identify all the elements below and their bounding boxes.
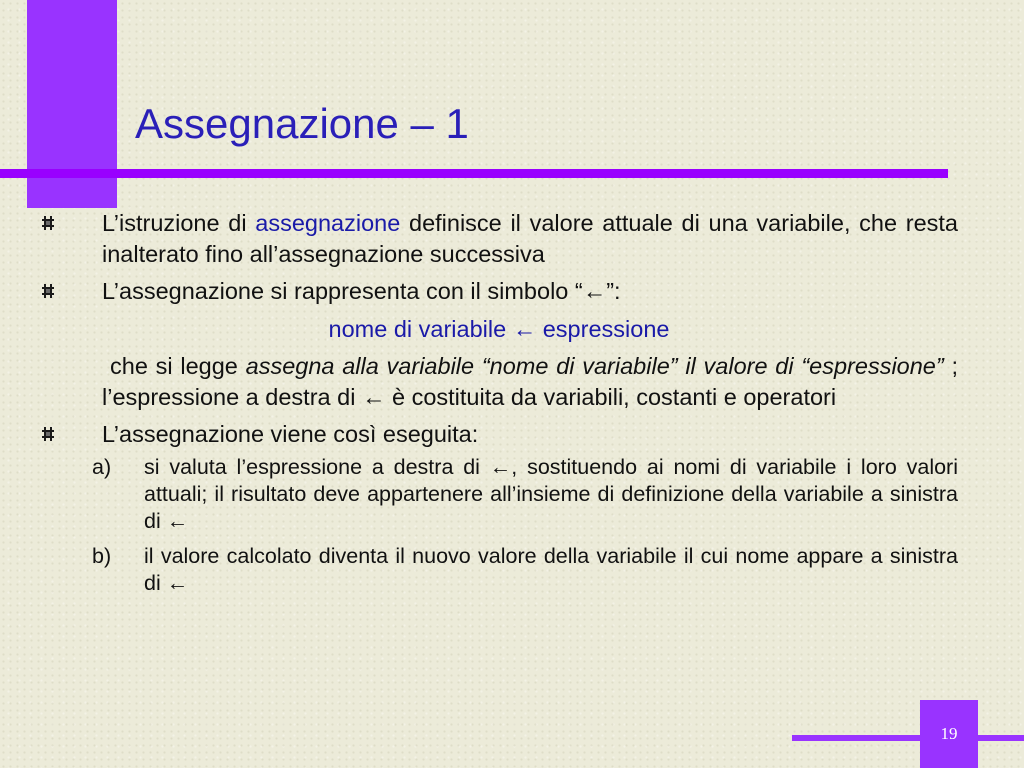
- bullet-2-text: L’assegnazione si rappresenta con il simbolo “←”:: [102, 278, 621, 304]
- hash-bullet-icon: [40, 215, 56, 231]
- explanation-suffix: ; l’espressione a destra di ← è costituita da variabili, costanti e operatori: [102, 353, 958, 410]
- bullet-1-keyword: assegnazione: [255, 210, 401, 236]
- slide-title: Assegnazione – 1: [135, 100, 469, 147]
- step-text: si valuta l’espressione a destra di ←, sostituendo ai nomi di variabile i loro valori attuali; il risultato deve appartenere all’insieme di definizione della variabile a sinistra di ←: [144, 455, 958, 533]
- hash-bullet-icon: [40, 283, 56, 299]
- bullet-item-1: [40, 208, 958, 270]
- page-number-text: 19: [940, 724, 958, 743]
- step-marker: b): [92, 544, 112, 568]
- assignment-formula: nome di variabile ← espressione: [328, 316, 670, 342]
- page-number: [920, 700, 978, 768]
- explanation-prefix: che si legge: [110, 353, 246, 379]
- bullet-1-suffix: definisce il valore attuale di una variabile, che resta inalterato fino all’assegnazione successiva: [102, 210, 958, 267]
- bullet-item-2: [40, 276, 958, 307]
- explanation-reading: assegna alla variabile “nome di variabile” il valore di “espressione”: [245, 353, 944, 379]
- formula-explanation: [40, 351, 958, 413]
- bullet-1-prefix: L’istruzione di: [102, 210, 256, 236]
- step-item-a: [40, 454, 958, 535]
- step-item-b: [40, 543, 958, 597]
- slide-body: [40, 208, 958, 597]
- step-text: il valore calcolato diventa il nuovo valore della variabile il cui nome appare a sinistra di ←: [144, 544, 958, 595]
- hash-bullet-icon: [40, 426, 56, 442]
- footer-rule: [792, 735, 1024, 741]
- bullet-3-text: L’assegnazione viene così eseguita:: [102, 421, 479, 447]
- step-marker: a): [92, 455, 112, 479]
- title-rule: [0, 169, 948, 178]
- bullet-item-3: [40, 419, 958, 450]
